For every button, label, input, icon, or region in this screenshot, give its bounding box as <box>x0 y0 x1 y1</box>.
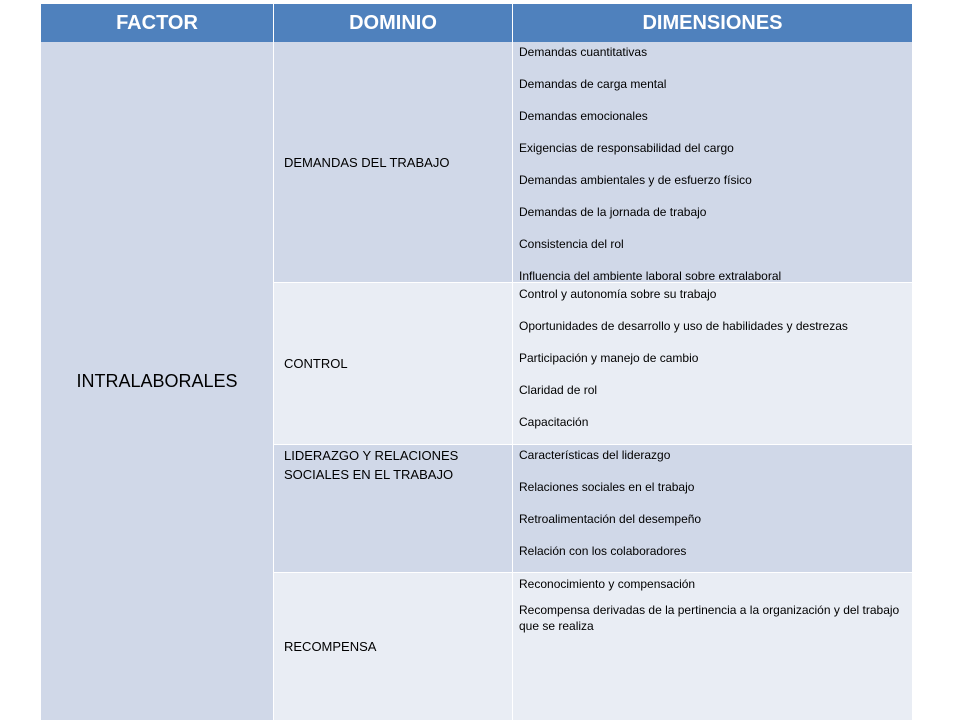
dimension-item: Capacitación <box>519 415 589 429</box>
dimension-item: Retroalimentación del desempeño <box>519 512 702 526</box>
dimension-item: Control y autonomía sobre su trabajo <box>519 287 717 301</box>
dimension-item: Demandas cuantitativas <box>519 45 648 59</box>
domain-cell-recompensa: RECOMPENSA <box>274 573 513 720</box>
dimension-item: Demandas de la jornada de trabajo <box>519 205 707 219</box>
dimension-item: Reconocimiento y compensación <box>519 577 696 591</box>
dimensions-cell-control <box>513 283 912 445</box>
dimension-item: Oportunidades de desarrollo y uso de habilidades y destrezas <box>519 319 848 333</box>
domain-cell-control: CONTROL <box>274 283 513 445</box>
dimension-item: Demandas ambientales y de esfuerzo físico <box>519 173 752 187</box>
dimension-item: Características del liderazgo <box>519 448 671 462</box>
dimension-item: Demandas de carga mental <box>519 77 667 91</box>
dimensions-cell-demandas <box>513 42 912 283</box>
dimension-item: Relaciones sociales en el trabajo <box>519 480 695 494</box>
dimension-item: Relación con los colaboradores <box>519 544 687 558</box>
dimension-item: Exigencias de responsabilidad del cargo <box>519 141 734 155</box>
factor-cell: INTRALABORALES <box>41 42 274 720</box>
dimension-item: Demandas emocionales <box>519 109 648 123</box>
domain-cell-demandas: DEMANDAS DEL TRABAJO <box>274 42 513 283</box>
dimension-item: Consistencia del rol <box>519 237 624 251</box>
dimensions-cell-liderazgo <box>513 445 912 573</box>
domain-cell-liderazgo: LIDERAZGO Y RELACIONES SOCIALES EN EL TRABAJO <box>274 445 513 573</box>
dimension-item: Participación y manejo de cambio <box>519 351 699 365</box>
header-domain: DOMINIO <box>274 4 513 42</box>
risk-factors-table <box>41 4 912 720</box>
dimension-item: Claridad de rol <box>519 383 598 397</box>
dimensions-cell-recompensa <box>513 573 912 720</box>
header-dimensions: DIMENSIONES <box>513 4 912 42</box>
dimension-item: Recompensa derivadas de la pertinencia a la organización y del trabajo que se realiza <box>519 603 900 633</box>
header-factor: FACTOR <box>41 4 274 42</box>
dimension-item: Influencia del ambiente laboral sobre extralaboral <box>519 269 782 283</box>
